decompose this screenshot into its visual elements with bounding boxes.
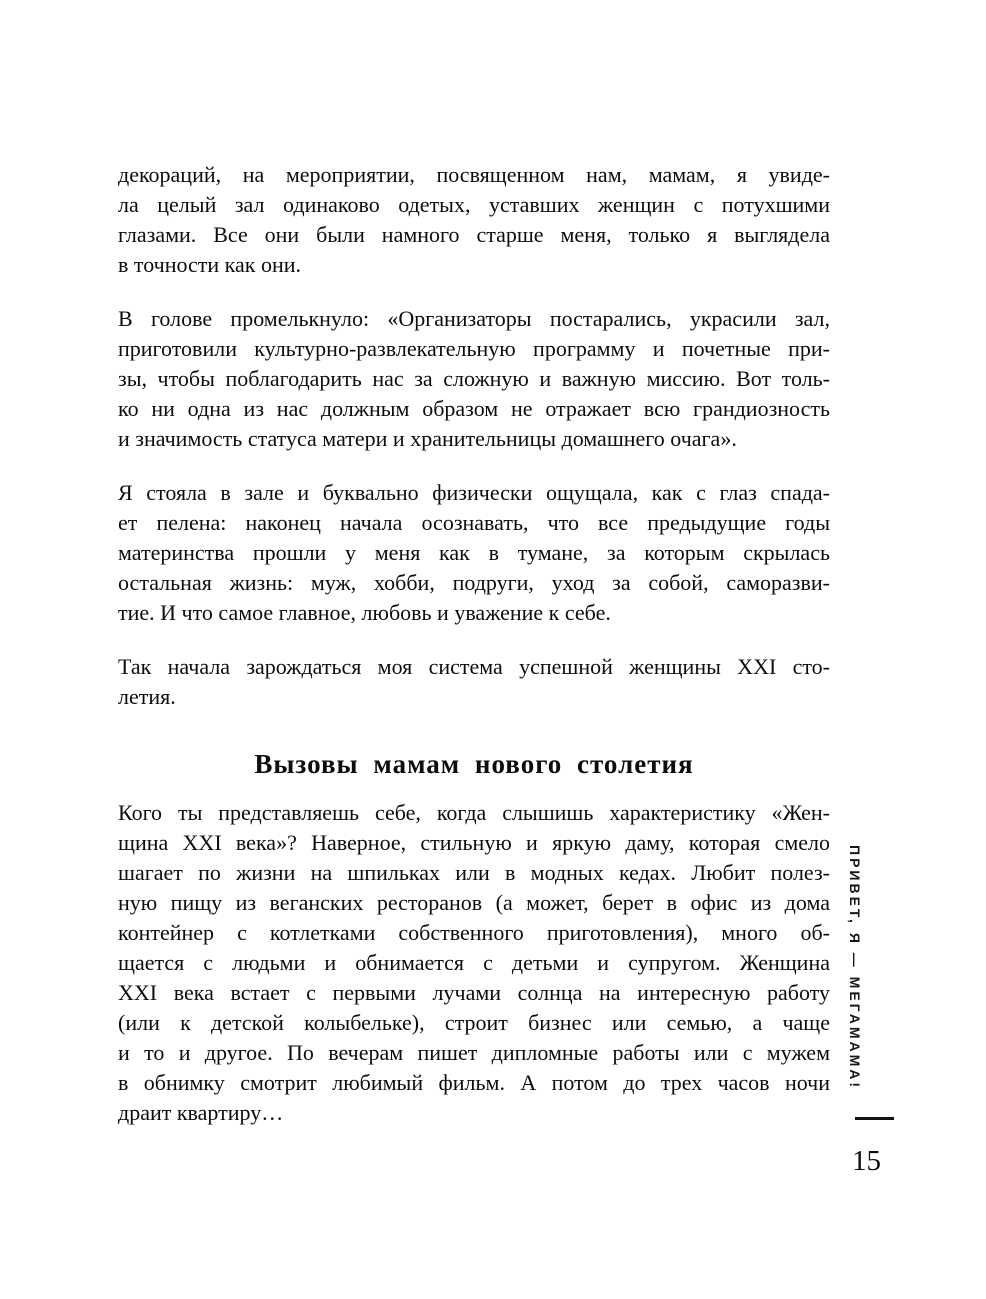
text-line: контейнер с котлетками собственного приготовления), много об- (118, 920, 830, 945)
text-line: остальная жизнь: муж, хобби, подруги, уход за собой, саморазви- (118, 570, 830, 595)
text-line: Я стояла в зале и буквально физически ощущала, как с глаз спада- (118, 480, 830, 505)
text-line: Так начала зарождаться моя система успешной женщины XXI сто- (118, 654, 830, 679)
text-line: тие. И что самое главное, любовь и уважение к себе. (118, 600, 611, 625)
text-line: (или к детской колыбельке), строит бизнес или семью, а чаще (118, 1010, 830, 1035)
text-line: глазами. Все они были намного старше меня, только я выглядела (118, 222, 830, 247)
text-line: ную пищу из веганских ресторанов (а может, берет в офис из дома (118, 890, 830, 915)
text-line: шагает по жизни на шпильках или в модных кедах. Любит полез- (118, 860, 830, 885)
footer-rule (855, 1117, 894, 1120)
text-line: материнства прошли у меня как в тумане, за которым скрылась (118, 540, 830, 565)
text-line: ет пелена: наконец начала осознавать, что все предыдущие годы (118, 510, 830, 535)
text-line: Кого ты представляешь себе, когда слышишь характеристику «Жен- (118, 800, 830, 825)
page-number: 15 (852, 1145, 881, 1177)
text-line: зы, чтобы поблагодарить нас за сложную и важную миссию. Вот толь- (118, 366, 830, 391)
paragraph (118, 798, 830, 1128)
text-line: В голове промелькнуло: «Организаторы постарались, украсили зал, (118, 306, 830, 331)
text-line: XXI века встает с первыми лучами солнца на интересную работу (118, 980, 830, 1005)
text-line: драит квартиру… (118, 1100, 284, 1125)
paragraph (118, 160, 830, 280)
text-line: в точности как они. (118, 252, 302, 277)
text-line: в обнимку смотрит любимый фильм. А потом до трех часов ночи (118, 1070, 830, 1095)
paragraph (118, 652, 830, 712)
text-line: щина XXI века»? Наверное, стильную и яркую даму, которая смело (118, 830, 830, 855)
text-line: ко ни одна из нас должным образом не отражает всю грандиозность (118, 396, 830, 421)
text-line: декораций, на мероприятии, посвященном нам, мамам, я увиде- (118, 162, 830, 187)
text-line: и то и другое. По вечерам пишет дипломные работы или с мужем (118, 1040, 830, 1065)
text-line: летия. (118, 684, 176, 709)
text-line: и значимость статуса матери и хранительницы домашнего очага». (118, 426, 737, 451)
paragraph (118, 304, 830, 454)
text-line: щается с людьми и обнимается с детьми и супругом. Женщина (118, 950, 830, 975)
chapter-title-vertical-text: ПРИВЕТ, Я — МЕГАМАМА! (847, 845, 863, 1091)
text-line: ла целый зал одинаково одетых, уставших женщин с потухшими (118, 192, 830, 217)
text-line: приготовили культурно-развлекательную программу и почетные при- (118, 336, 830, 361)
page-body (118, 160, 830, 1152)
paragraph (118, 478, 830, 628)
section-heading: Вызовы мамам нового столетия (254, 749, 694, 779)
